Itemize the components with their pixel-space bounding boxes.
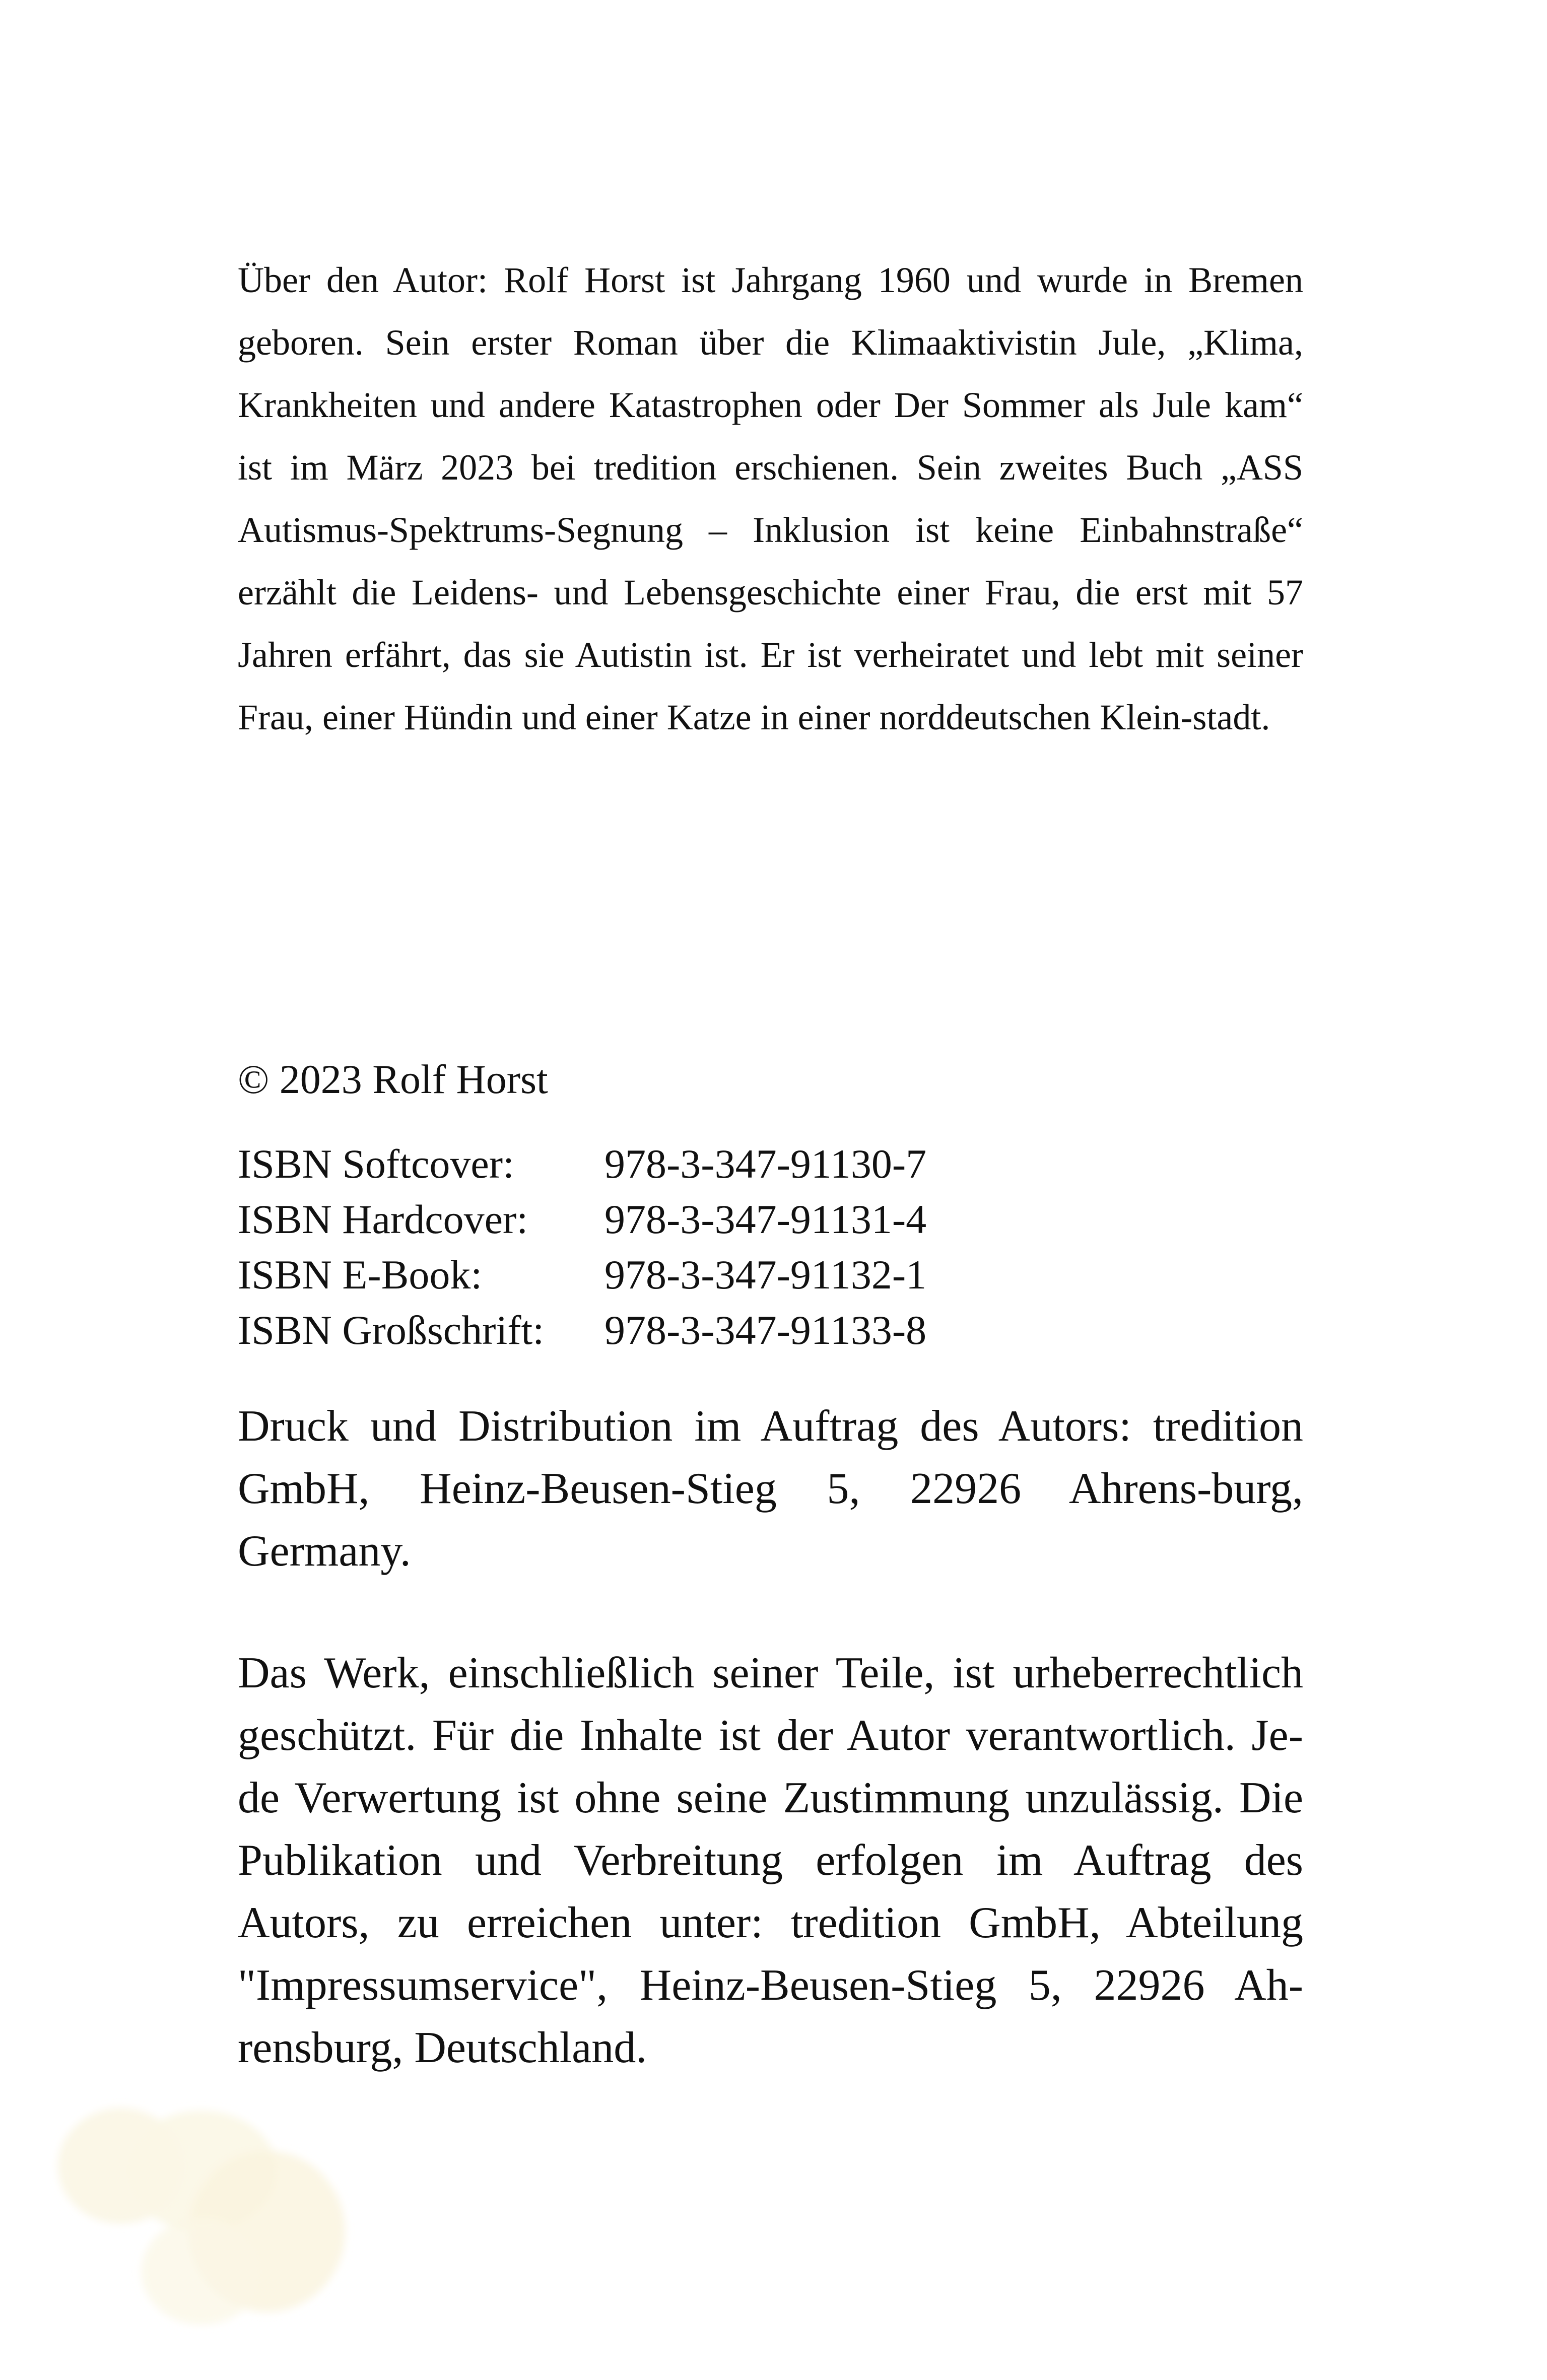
isbn-row-large-print: [238, 1303, 957, 1358]
isbn-value: 978-3-347-91132-1: [604, 1252, 927, 1298]
isbn-value: 978-3-347-91131-4: [604, 1196, 927, 1242]
isbn-label: ISBN Großschrift:: [238, 1307, 545, 1353]
isbn-label: ISBN Hardcover:: [238, 1196, 528, 1242]
isbn-row-ebook: [238, 1247, 957, 1303]
print-distribution-paragraph: Druck und Distribution im Auftrag des Autors: tredition GmbH, Heinz-Beusen-Stieg 5, 22926 Ahrens-burg, Germany.: [238, 1402, 1303, 1576]
isbn-label: ISBN E-Book:: [238, 1252, 483, 1298]
copyright-notice-paragraph: Das Werk, einschließlich seiner Teile, ist urheberrechtlich geschützt. Für die Inhalte ist der Autor verantwortlich. Je-de Verwertung ist ohne seine Zustimmung unzulässig. Die Publikation und Verbreitung erfolgen im Auftrag des Autors, zu erreichen unter: tredition GmbH, Abteilung "Impressumservice", Heinz-Beusen-Stieg 5, 22926 Ah-rensburg, Deutschland.: [238, 1649, 1303, 2072]
paper-stain-decoration: [50, 2075, 383, 2337]
stain-shape: [58, 2108, 345, 2325]
isbn-row-hardcover: [238, 1192, 957, 1247]
isbn-list: [238, 1136, 957, 1358]
copyright-line: © 2023 Rolf Horst: [238, 1056, 548, 1102]
about-author-paragraph: Über den Autor: Rolf Horst ist Jahrgang 1960 und wurde in Bremen geboren. Sein erster Roman über die Klimaaktivistin Jule, „Klima, Krankheiten und andere Katastrophen oder Der Sommer als Jule kam“ ist im März 2023 bei tredition erschienen. Sein zweites Buch „ASS Autismus-Spektrums-Segnung – Inklusion ist keine Einbahnstraße“ erzählt die Leidens- und Lebensgeschichte einer Frau, die erst mit 57 Jahren erfährt, das sie Autistin ist. Er ist verheiratet und lebt mit seiner Frau, einer Hündin und einer Katze in einer norddeutschen Klein-stadt.: [238, 260, 1303, 737]
isbn-label: ISBN Softcover:: [238, 1141, 514, 1187]
isbn-value: 978-3-347-91133-8: [604, 1307, 927, 1353]
isbn-value: 978-3-347-91130-7: [604, 1141, 927, 1187]
isbn-row-softcover: [238, 1136, 957, 1192]
